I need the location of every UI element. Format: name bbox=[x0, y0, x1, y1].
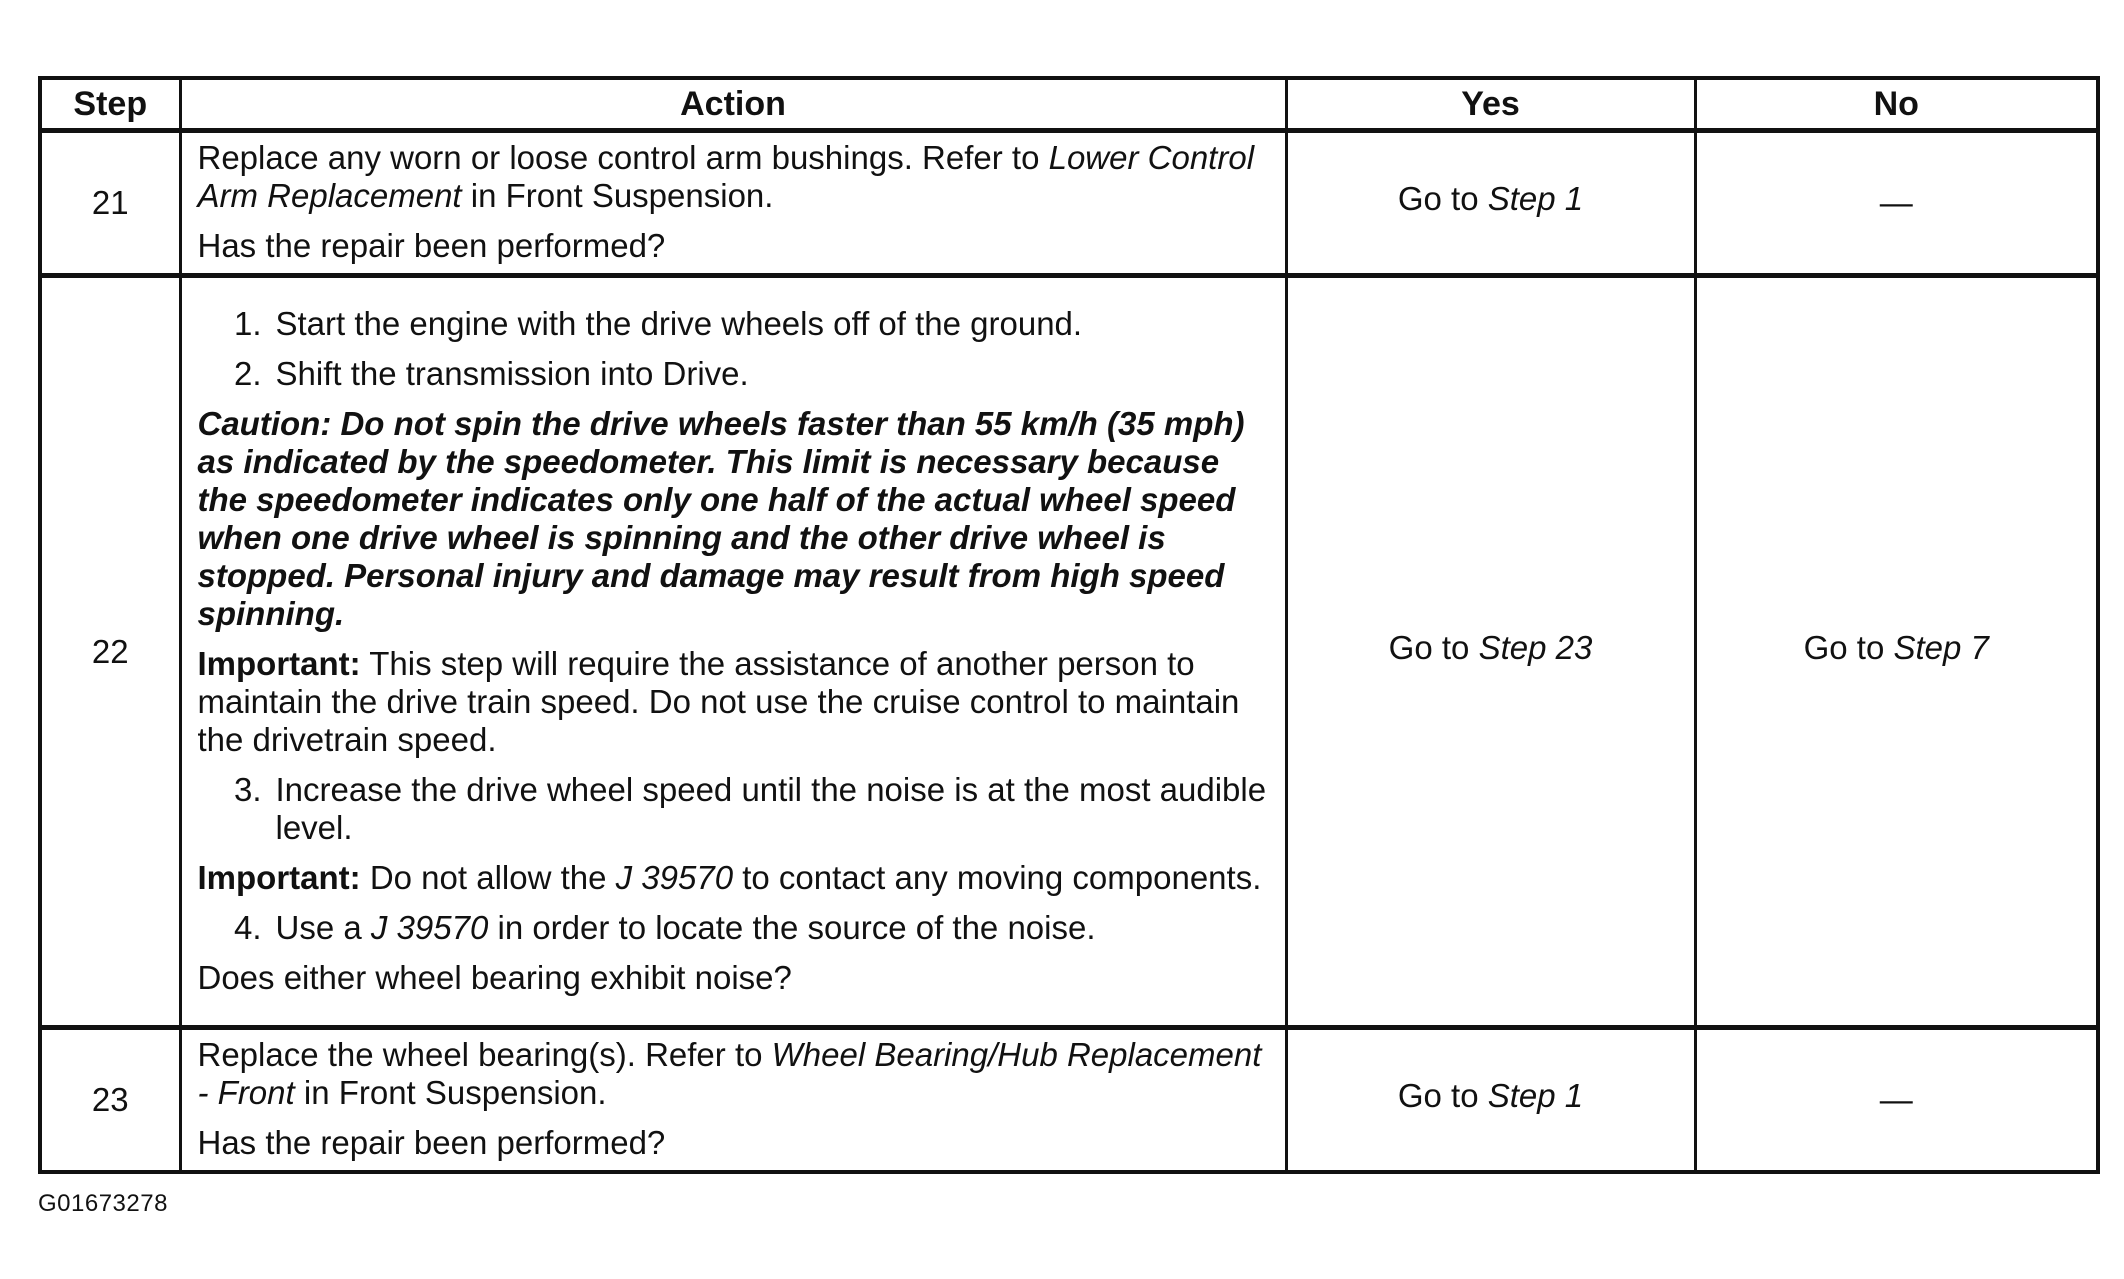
diagnostic-table bbox=[38, 76, 2100, 1174]
tool-reference: J 39570 bbox=[370, 908, 489, 946]
action-instruction bbox=[198, 139, 1269, 215]
instruction-text: Replace the wheel bearing(s). Refer to bbox=[197, 1036, 772, 1073]
action-instruction bbox=[198, 1036, 1269, 1112]
step-number: 23 bbox=[40, 1028, 180, 1173]
item-number: 1. bbox=[233, 304, 262, 342]
important-text: This step will require the assistance of another person to maintain the drive train speed. Do not use the cruise control to maintain the drivetrain speed. bbox=[197, 644, 1240, 758]
caution-note: Caution: Do not spin the drive wheels faster than 55 km/h (35 mph) as indicated by the speedometer. This limit is necessary because the speedometer indicates only one half of the actual wheel speed when one drive wheel is spinning and the other drive wheel is stopped. Personal injury and damage may result from high speed spinning. bbox=[197, 404, 1245, 632]
table-row-step-21 bbox=[40, 131, 2098, 276]
numbered-item-2 bbox=[198, 355, 1269, 393]
action-cell bbox=[180, 1028, 1286, 1173]
yes-step-link: Step 23 bbox=[1478, 628, 1593, 666]
yes-step-link: Step 1 bbox=[1487, 180, 1584, 217]
item-number: 4. bbox=[233, 908, 262, 946]
tool-reference: J 39570 bbox=[615, 858, 734, 896]
important-label: Important: bbox=[197, 858, 361, 896]
no-result-text: Go to bbox=[1803, 628, 1894, 666]
header-no: No bbox=[1695, 78, 2098, 131]
important-note-2 bbox=[198, 859, 1269, 897]
no-result bbox=[1695, 276, 2098, 1028]
header-action: Action bbox=[180, 78, 1286, 131]
instruction-text: in Front Suspension. bbox=[461, 177, 774, 214]
no-result: — bbox=[1695, 131, 2098, 276]
item-text: Increase the drive wheel speed until the noise is at the most audible level. bbox=[275, 770, 1267, 846]
item-number: 3. bbox=[233, 770, 262, 808]
yes-result bbox=[1286, 1028, 1695, 1173]
step-number: 21 bbox=[40, 131, 180, 276]
reference-title: Lower Control Arm Replacement bbox=[197, 139, 1255, 214]
yes-result-text: Go to bbox=[1397, 180, 1488, 217]
reference-title: Wheel Bearing/Hub Replacement - Front bbox=[197, 1036, 1262, 1111]
yes-result bbox=[1286, 276, 1695, 1028]
action-question: Does either wheel bearing exhibit noise? bbox=[197, 958, 792, 996]
important-note-1 bbox=[198, 645, 1269, 759]
important-text: to contact any moving components. bbox=[733, 858, 1262, 896]
header-step: Step bbox=[40, 78, 180, 131]
instruction-text: in Front Suspension. bbox=[294, 1074, 607, 1111]
action-cell bbox=[180, 276, 1286, 1028]
item-text bbox=[276, 909, 1269, 947]
action-question: Has the repair been performed? bbox=[197, 227, 666, 264]
no-result: — bbox=[1695, 1028, 2098, 1173]
figure-id: G01673278 bbox=[38, 1190, 168, 1217]
step-number: 22 bbox=[40, 276, 180, 1028]
important-text: Do not allow the bbox=[360, 858, 616, 896]
item-number: 2. bbox=[233, 354, 262, 392]
action-question: Has the repair been performed? bbox=[197, 1124, 666, 1161]
item-text: Shift the transmission into Drive. bbox=[275, 354, 749, 392]
important-label: Important: bbox=[197, 644, 361, 682]
yes-result-text: Go to bbox=[1397, 1077, 1488, 1114]
yes-step-link: Step 1 bbox=[1487, 1077, 1584, 1114]
item-text-part: in order to locate the source of the noise. bbox=[488, 908, 1096, 946]
header-yes: Yes bbox=[1286, 78, 1695, 131]
table-header-row bbox=[40, 78, 2098, 131]
numbered-item-4 bbox=[198, 909, 1269, 947]
yes-result-text: Go to bbox=[1388, 628, 1479, 666]
no-step-link: Step 7 bbox=[1893, 628, 1989, 666]
item-text-part: Use a bbox=[275, 908, 371, 946]
yes-result bbox=[1286, 131, 1695, 276]
item-text: Start the engine with the drive wheels off of the ground. bbox=[275, 304, 1083, 342]
numbered-item-3 bbox=[198, 771, 1269, 847]
table-row-step-23 bbox=[40, 1028, 2098, 1173]
numbered-item-1 bbox=[198, 305, 1269, 343]
action-cell bbox=[180, 131, 1286, 276]
instruction-text: Replace any worn or loose control arm bushings. Refer to bbox=[197, 139, 1049, 176]
table-row-step-22 bbox=[40, 276, 2098, 1028]
